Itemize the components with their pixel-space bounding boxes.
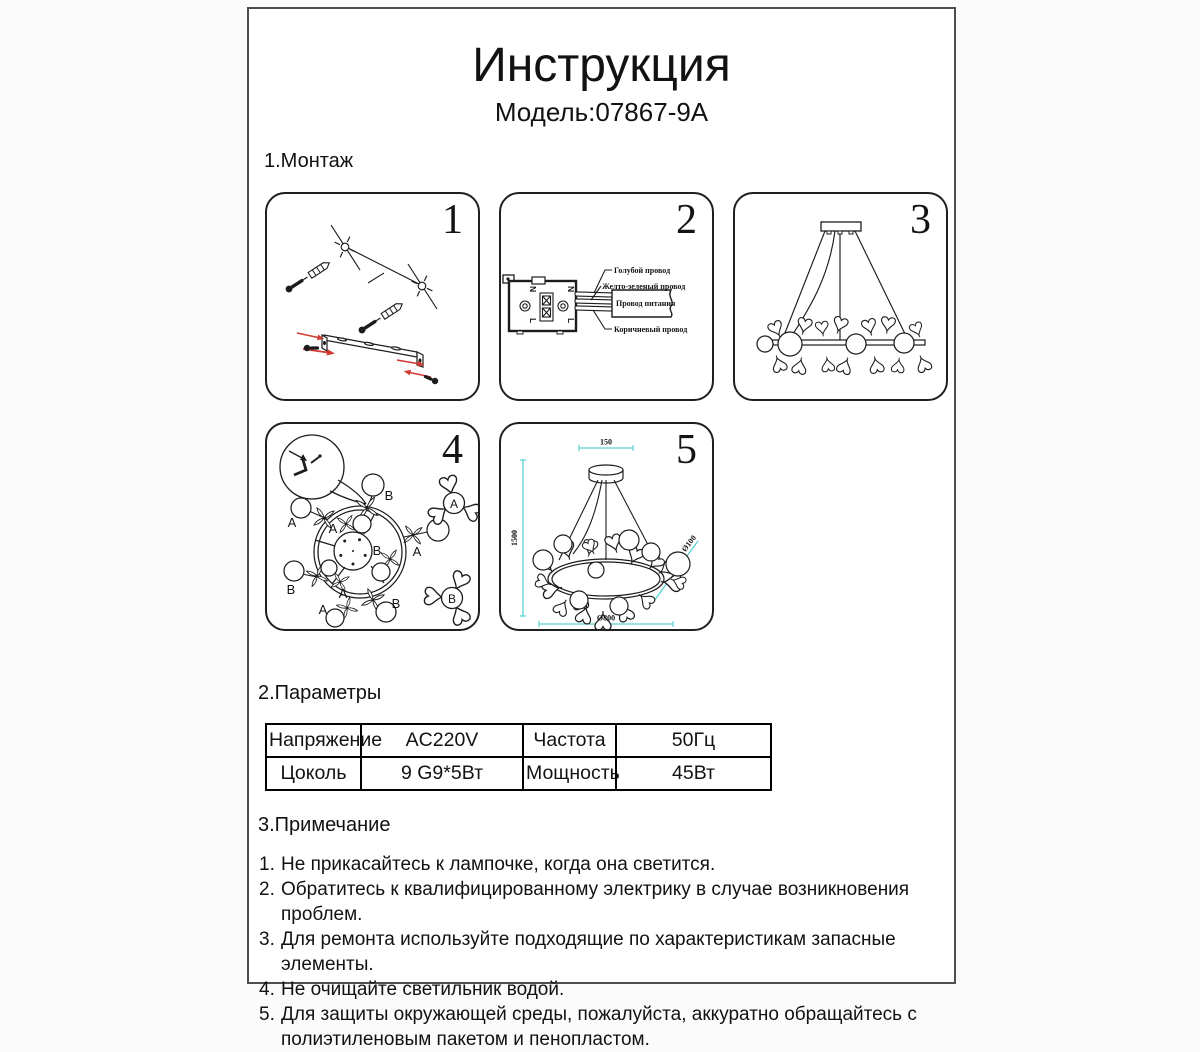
montage-panel-3: [733, 192, 948, 401]
section-montage-heading: 1.Монтаж: [264, 150, 354, 172]
notes-list: [259, 852, 944, 1052]
param-label-socket: Цоколь: [266, 757, 361, 790]
terminal-l-label: L: [566, 318, 576, 324]
montage-panel-4: [265, 422, 480, 631]
dim-ring-diameter: Ø800: [596, 613, 616, 623]
part-label-a: A: [412, 544, 422, 559]
model-number: Модель:07867-9A: [494, 97, 709, 128]
list-item: 3. Для ремонта используйте подходящие по характеристикам запасные элементы.: [259, 929, 896, 975]
wire-label-yellow-green: Желто-зеленый провод: [602, 282, 686, 291]
terminal-l-label: L: [528, 318, 538, 324]
terminal-block: [503, 275, 576, 334]
part-label-b: B: [391, 596, 401, 611]
terminal-n-label: N: [528, 286, 538, 293]
suspension-wires: [559, 480, 656, 560]
screw-and-dowel: [357, 301, 404, 335]
part-label-b: B: [372, 543, 382, 558]
wall-anchor-point: [330, 232, 361, 263]
param-value-socket: 9 G9*5Вт: [361, 757, 523, 790]
bracket-screw: [423, 373, 439, 385]
wire-label-brown: Коричневый провод: [614, 325, 688, 334]
param-label-frequency: Частота: [523, 724, 616, 757]
part-label-b: B: [384, 488, 394, 503]
dim-top-width: 150: [600, 437, 612, 447]
parameters-table: [265, 723, 772, 791]
param-value-voltage: AC220V: [361, 724, 523, 757]
panel-number: 2: [676, 197, 697, 243]
part-label-a: A: [328, 521, 338, 536]
panel-number: 4: [442, 427, 463, 473]
section-notes-heading: 3.Примечание: [258, 814, 391, 836]
part-label-a: A: [287, 515, 297, 530]
wall-anchor-point: [407, 271, 438, 302]
param-label-voltage: Напряжение: [266, 724, 361, 757]
svg-text:B: B: [447, 592, 457, 606]
loose-cluster-a: [427, 474, 478, 525]
montage-panel-2: [499, 192, 714, 401]
title-block: [249, 41, 954, 128]
ring: [548, 559, 664, 599]
param-value-power: 45Вт: [616, 757, 771, 790]
terminal-n-label: N: [566, 286, 576, 293]
dim-ball-diameter: Ø100: [679, 533, 699, 554]
loose-cluster-b: [416, 559, 478, 629]
panel-number: 1: [442, 197, 463, 243]
hub-screw-holes: [339, 538, 366, 565]
table-row: [266, 724, 771, 757]
param-label-power: Мощность: [523, 757, 616, 790]
wire-label-power: Провод питания: [616, 299, 676, 308]
list-item: 4. Не очищайте светильник водой.: [259, 979, 565, 1000]
svg-text:A: A: [449, 497, 459, 511]
param-value-frequency: 50Гц: [616, 724, 771, 757]
part-label-b: B: [286, 582, 296, 597]
instruction-page: [247, 7, 956, 1050]
panel-number: 3: [910, 197, 931, 243]
section-params-heading: 2.Параметры: [258, 682, 382, 704]
list-item: 5. Для защиты окружающей среды, пожалуйста, аккуратно обращайтесь с полиэтиленовым пакетом и пенопластом.: [259, 1004, 917, 1050]
panel-number: 5: [676, 427, 697, 473]
list-item: 2. Обратитесь к квалифицированному электрику в случае возникновения проблем.: [259, 879, 910, 925]
dim-height: 1500: [510, 530, 519, 546]
part-label-a: A: [318, 602, 328, 617]
detail-bubble: [280, 435, 366, 504]
ceiling-canopy: [821, 222, 861, 231]
montage-panel-5: [499, 422, 714, 631]
table-row: [266, 757, 771, 790]
list-item: 1. Не прикасайтесь к лампочке, когда она светится.: [259, 854, 716, 875]
wires: [577, 294, 613, 309]
screw-and-dowel: [284, 260, 331, 294]
wire-label-blue: Голубой провод: [614, 266, 671, 275]
page-title: Инструкция: [472, 39, 731, 92]
montage-panel-1: [265, 192, 480, 401]
part-label-a: A: [338, 586, 348, 601]
